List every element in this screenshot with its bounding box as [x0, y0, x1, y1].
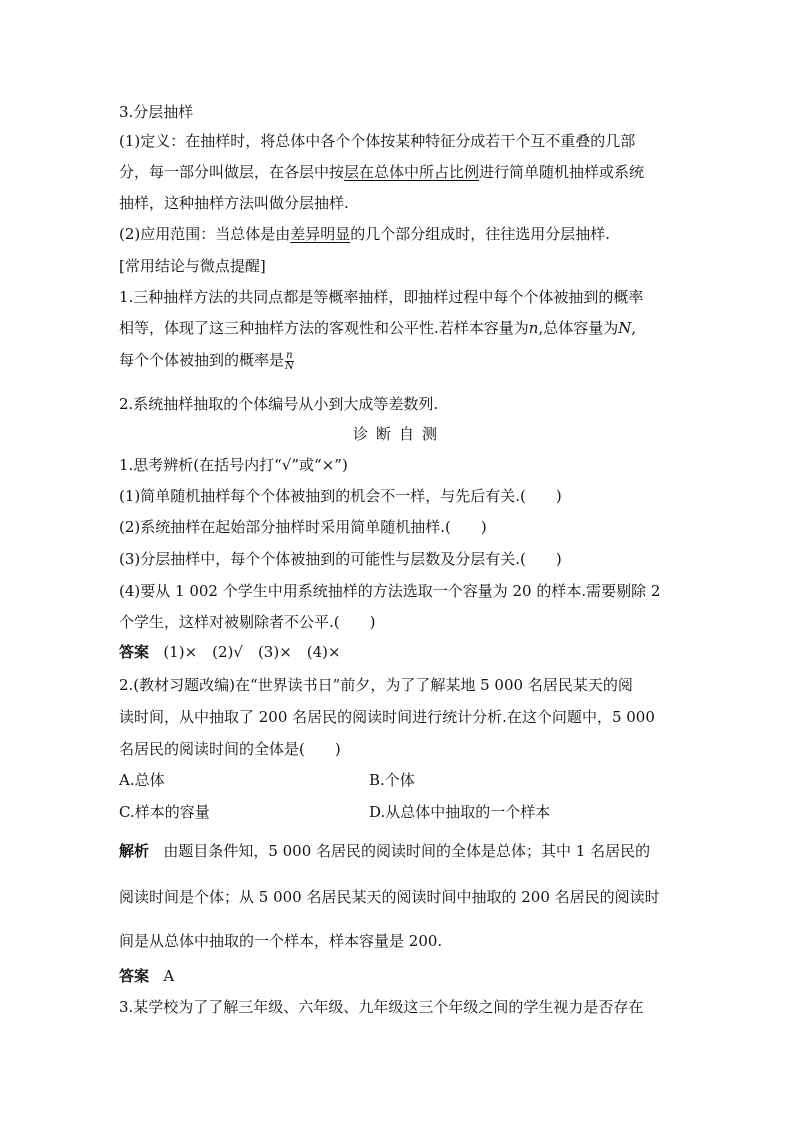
tip1-text: 每个个体被抽到的概率是	[119, 351, 285, 369]
tip1-line-3	[119, 350, 294, 372]
option-b: B.个体	[369, 771, 415, 789]
range-underlined: 差异明显	[290, 225, 351, 243]
definition-line-2	[119, 162, 644, 182]
analysis-line-3: 间是从总体中抽取的一个样本，样本容量是 200.	[119, 932, 443, 950]
tip1-text: 相等，体现了这三种抽样方法的客观性和公平性.若样本容量为	[119, 319, 529, 337]
q2-line-1: 2.(教材习题改编)在“世界读书日”前夕，为了了解某地 5 000 名居民某天的阅	[119, 676, 633, 694]
q2-line-2: 读时间，从中抽取了 200 名居民的阅读时间进行统计分析.在这个问题中，5 000	[119, 708, 655, 726]
analysis-text: 由题目条件知，5 000 名居民的阅读时间的全体是总体；其中 1 名居民的	[163, 842, 651, 860]
var-n: n	[528, 319, 539, 337]
tips-heading: [常用结论与微点提醒]	[119, 257, 266, 275]
q2-options-row-1	[119, 770, 679, 790]
q3-line-1: 3.某学校为了了解三年级、六年级、九年级这三个年级之间的学生视力是否存在	[119, 998, 644, 1016]
q1-answer-line	[119, 642, 341, 662]
range-text: 的几个部分组成时，往往选用分层抽样.	[350, 225, 611, 243]
answer-label: 答案	[119, 967, 150, 985]
definition-text: 分，每一部分叫做层，在各层中按	[119, 163, 345, 181]
definition-text: 进行简单随机抽样或系统	[479, 163, 645, 181]
q1-item-4: (4)要从 1 002 个学生中用系统抽样的方法选取一个容量为 20 的样本.需要剔除 2	[119, 582, 661, 600]
q1-item-4-cont: 个学生，这样对被剔除者不公平.( )	[119, 613, 376, 631]
tip1-text: ,总体容量为	[538, 319, 619, 337]
q1-title: 1.思考辨析(在括号内打“√”或“×”)	[119, 456, 348, 474]
option-a: A.总体	[119, 771, 165, 789]
q2-options-row-2	[119, 802, 679, 822]
q2-line-3: 名居民的阅读时间的全体是( )	[119, 740, 341, 758]
tip1-text: ,	[631, 319, 637, 337]
q1-answer: (1)× (2)√ (3)× (4)×	[163, 643, 341, 661]
fraction-numerator: n	[286, 349, 293, 361]
range-line	[119, 224, 610, 244]
analysis-line-2: 阅读时间是个体；从 5 000 名居民某天的阅读时间中抽取的 200 名居民的阅读时	[119, 888, 660, 906]
q1-item-1: (1)简单随机抽样每个个体被抽到的机会不一样，与先后有关.( )	[119, 487, 562, 505]
option-c: C.样本的容量	[119, 803, 210, 821]
definition-line-1: (1)定义：在抽样时，将总体中各个个体按某种特征分成若干个互不重叠的几部	[119, 132, 636, 150]
tip2: 2.系统抽样抽取的个体编号从小到大成等差数列.	[119, 395, 439, 413]
var-N: N	[618, 319, 632, 337]
tip1-line-1: 1.三种抽样方法的共同点都是等概率抽样，即抽样过程中每个个体被抽到的概率	[119, 288, 644, 306]
diagnosis-heading: 诊断自测	[352, 425, 445, 443]
definition-line-3: 抽样，这种抽样方法叫做分层抽样.	[119, 194, 349, 212]
fraction-denominator: N	[285, 360, 294, 372]
range-text: (2)应用范围：当总体是由	[119, 225, 291, 243]
q2-answer-line	[119, 966, 174, 986]
option-d: D.从总体中抽取的一个样本	[369, 803, 551, 821]
q1-item-3: (3)分层抽样中，每个个体被抽到的可能性与层数及分层有关.( )	[119, 550, 562, 568]
probability-fraction	[285, 351, 294, 372]
analysis-label: 解析	[119, 842, 150, 860]
tip1-line-2	[119, 318, 636, 338]
q2-answer: A	[163, 967, 175, 985]
definition-underlined: 层在总体中所占比例	[344, 163, 480, 181]
answer-label: 答案	[119, 643, 150, 661]
section-title: 3.分层抽样	[119, 103, 194, 121]
analysis-line-1	[119, 841, 650, 861]
q1-item-2: (2)系统抽样在起始部分抽样时采用简单随机抽样.( )	[119, 518, 487, 536]
